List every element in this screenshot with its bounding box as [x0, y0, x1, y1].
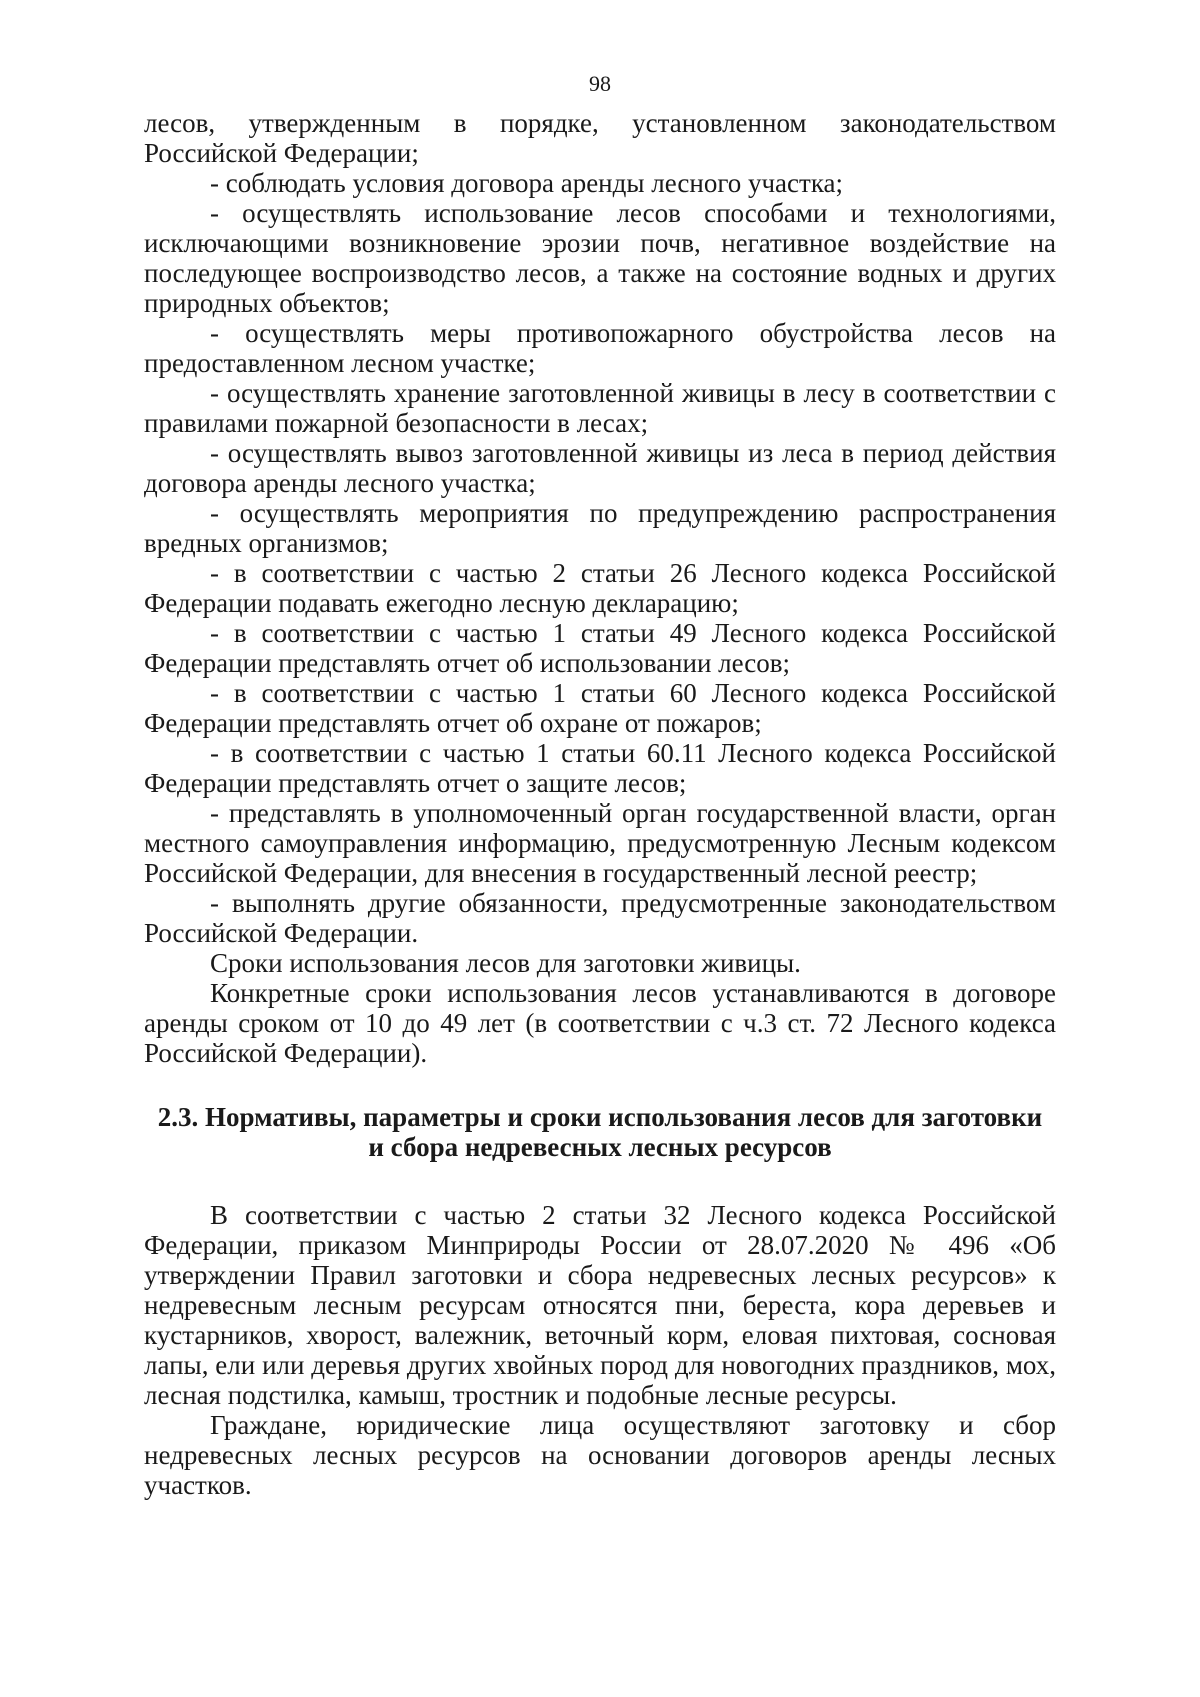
paragraph: Граждане, юридические лица осуществляют заготовку и сбор недревесных лесных ресурсов на основании договоров аренды лесных участков. [144, 1410, 1056, 1500]
list-item: - осуществлять меры противопожарного обустройства лесов на предоставленном лесном участке; [144, 318, 1056, 378]
list-item: - осуществлять мероприятия по предупреждению распространения вредных организмов; [144, 498, 1056, 558]
paragraph: Конкретные сроки использования лесов устанавливаются в договоре аренды сроком от 10 до 49 лет (в соответствии с ч.3 ст. 72 Лесного кодекса Российской Федерации). [144, 978, 1056, 1068]
list-item: - соблюдать условия договора аренды лесного участка; [210, 168, 844, 198]
paragraph: лесов, утвержденным в порядке, установленном законодательством Российской Федерации; [144, 108, 1056, 168]
document-body [144, 108, 1056, 1500]
list-item: - осуществлять вывоз заготовленной живицы из леса в период действия договора аренды лесного участка; [144, 438, 1056, 498]
list-item: - осуществлять использование лесов способами и технологиями, исключающими возникновение эрозии почв, негативное воздействие на последующее воспроизводство лесов, а также на состояние водных и других природных объектов; [144, 198, 1056, 318]
page-number: 98 [589, 71, 611, 96]
list-item: - представлять в уполномоченный орган государственной власти, орган местного самоуправления информацию, предусмотренную Лесным кодексом Российской Федерации, для внесения в государственный лесной реестр; [144, 798, 1056, 888]
list-item: - в соответствии с частью 1 статьи 49 Лесного кодекса Российской Федерации представлять отчет об использовании лесов; [144, 618, 1056, 678]
list-item: - выполнять другие обязанности, предусмотренные законодательством Российской Федерации. [144, 888, 1056, 948]
list-item: - в соответствии с частью 1 статьи 60.11 Лесного кодекса Российской Федерации представлять отчет о защите лесов; [144, 738, 1056, 798]
list-item: - в соответствии с частью 1 статьи 60 Лесного кодекса Российской Федерации представлять отчет об охране от пожаров; [144, 678, 1056, 738]
section-heading: 2.3. Нормативы, параметры и сроки использования лесов для заготовки и сбора недревесных лесных ресурсов [157, 1102, 1043, 1162]
paragraph: В соответствии с частью 2 статьи 32 Лесного кодекса Российской Федерации, приказом Минприроды России от 28.07.2020 № 496 «Об утверждении Правил заготовки и сбора недревесных лесных ресурсов» к недревесным лесным ресурсам относятся пни, береста, кора деревьев и кустарников, хворост, валежник, веточный корм, еловая пихтовая, сосновая лапы, ели или деревья других хвойных пород для новогодних праздников, мох, лесная подстилка, камыш, тростник и подобные лесные ресурсы. [144, 1200, 1056, 1410]
list-item: - осуществлять хранение заготовленной живицы в лесу в соответствии с правилами пожарной безопасности в лесах; [144, 378, 1056, 438]
list-item: - в соответствии с частью 2 статьи 26 Лесного кодекса Российской Федерации подавать ежегодно лесную декларацию; [144, 558, 1056, 618]
paragraph: Сроки использования лесов для заготовки живицы. [210, 948, 801, 978]
